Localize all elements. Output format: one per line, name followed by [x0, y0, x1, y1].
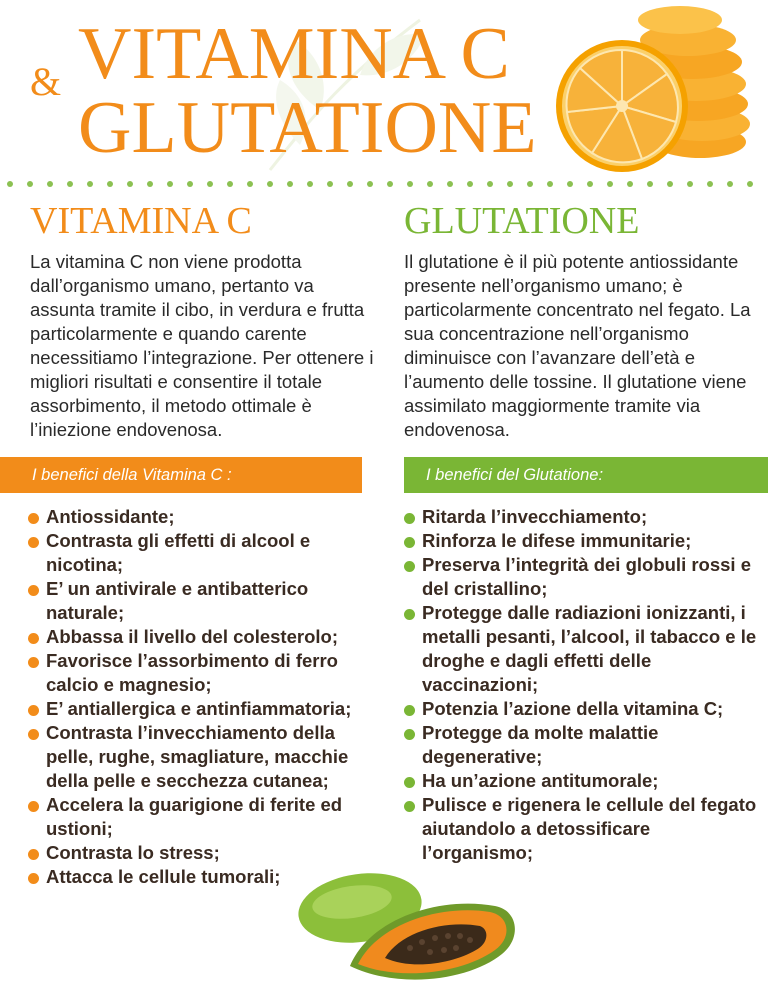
list-item: Contrasta l’invecchiamento della pelle, rughe, smagliature, macchie della pelle e secchezza cutanea; — [28, 721, 378, 793]
bullet-dot-icon — [404, 537, 415, 548]
list-item: Rinforza le difese immunitarie; — [404, 529, 762, 553]
bullet-dot-icon — [28, 729, 39, 740]
list-item: Potenzia l’azione della vitamina C; — [404, 697, 762, 721]
list-item: Protegge da molte malattie degenerative; — [404, 721, 762, 769]
bullet-dot-icon — [28, 849, 39, 860]
glutathione-benefits-banner: I benefici del Glutatione: — [404, 457, 768, 493]
list-item: E’ antiallergica e antinfiammatoria; — [28, 697, 378, 721]
title-ampersand: & — [30, 59, 62, 104]
bullet-dot-icon — [404, 777, 415, 788]
list-item: E’ un antivirale e antibatterico naturale; — [28, 577, 378, 625]
list-item: Attacca le cellule tumorali; — [28, 865, 378, 889]
glutathione-column — [404, 198, 754, 442]
bullet-dot-icon — [28, 513, 39, 524]
bullet-dot-icon — [404, 729, 415, 740]
bullet-dot-icon — [404, 801, 415, 812]
bullet-dot-icon — [404, 705, 415, 716]
page-title-line1: VITAMINA C — [78, 13, 510, 95]
bullet-dot-icon — [28, 633, 39, 644]
list-item: Contrasta gli effetti di alcool e nicotina; — [28, 529, 378, 577]
list-item: Pulisce e rigenera le cellule del fegato aiutandolo a detossificare l’organismo; — [404, 793, 762, 865]
dotted-divider — [4, 178, 764, 190]
list-item: Favorisce l’assorbimento di ferro calcio e magnesio; — [28, 649, 378, 697]
page-title-line2: GLUTATIONE — [78, 87, 537, 169]
list-item: Preserva l’integrità dei globuli rossi e del cristallino; — [404, 553, 762, 601]
bullet-dot-icon — [404, 561, 415, 572]
bullet-dot-icon — [404, 513, 415, 524]
bullet-dot-icon — [28, 585, 39, 596]
bullet-dot-icon — [404, 609, 415, 620]
glutathione-benefits-list — [404, 505, 762, 865]
vitamin-c-benefits-list — [28, 505, 378, 889]
glutathione-intro: Il glutatione è il più potente antiossidante presente nell’organismo umano; è particolarmente concentrato nel fegato. La sua concentrazione nell’organismo diminuisce con l’avanzare dell’età e l’aumento delle tossine. Il glutatione viene assimilato maggiormente tramite via endovenosa. — [404, 251, 751, 440]
orange-slices-image — [530, 0, 768, 178]
list-item: Antiossidante; — [28, 505, 378, 529]
list-item: Contrasta lo stress; — [28, 841, 378, 865]
bullet-dot-icon — [28, 537, 39, 548]
bullet-dot-icon — [28, 801, 39, 812]
list-item: Protegge dalle radiazioni ionizzanti, i metalli pesanti, l’alcool, il tabacco e le droghe e dagli effetti delle vaccinazioni; — [404, 601, 762, 697]
vitamin-c-column — [30, 198, 380, 442]
list-item: Ritarda l’invecchiamento; — [404, 505, 762, 529]
list-item: Ha un’azione antitumorale; — [404, 769, 762, 793]
vitamin-c-heading: VITAMINA C — [30, 200, 252, 242]
bullet-dot-icon — [28, 705, 39, 716]
vitamin-c-benefits-banner: I benefici della Vitamina C : — [0, 457, 362, 493]
vitamin-c-intro: La vitamina C non viene prodotta dall’organismo umano, pertanto va assunta tramite il cibo, in verdura e frutta particolarmente e quando carente necessitiamo l’integrazione. Per ottenere i migliori risultati e consentire il totale assorbimento, il metodo ottimale è l’iniezione endovenosa. — [30, 251, 374, 440]
glutathione-heading: GLUTATIONE — [404, 200, 640, 242]
papaya-image — [290, 858, 520, 994]
list-item: Abbassa il livello del colesterolo; — [28, 625, 378, 649]
bullet-dot-icon — [28, 657, 39, 668]
list-item: Accelera la guarigione di ferite ed ustioni; — [28, 793, 378, 841]
bullet-dot-icon — [28, 873, 39, 884]
